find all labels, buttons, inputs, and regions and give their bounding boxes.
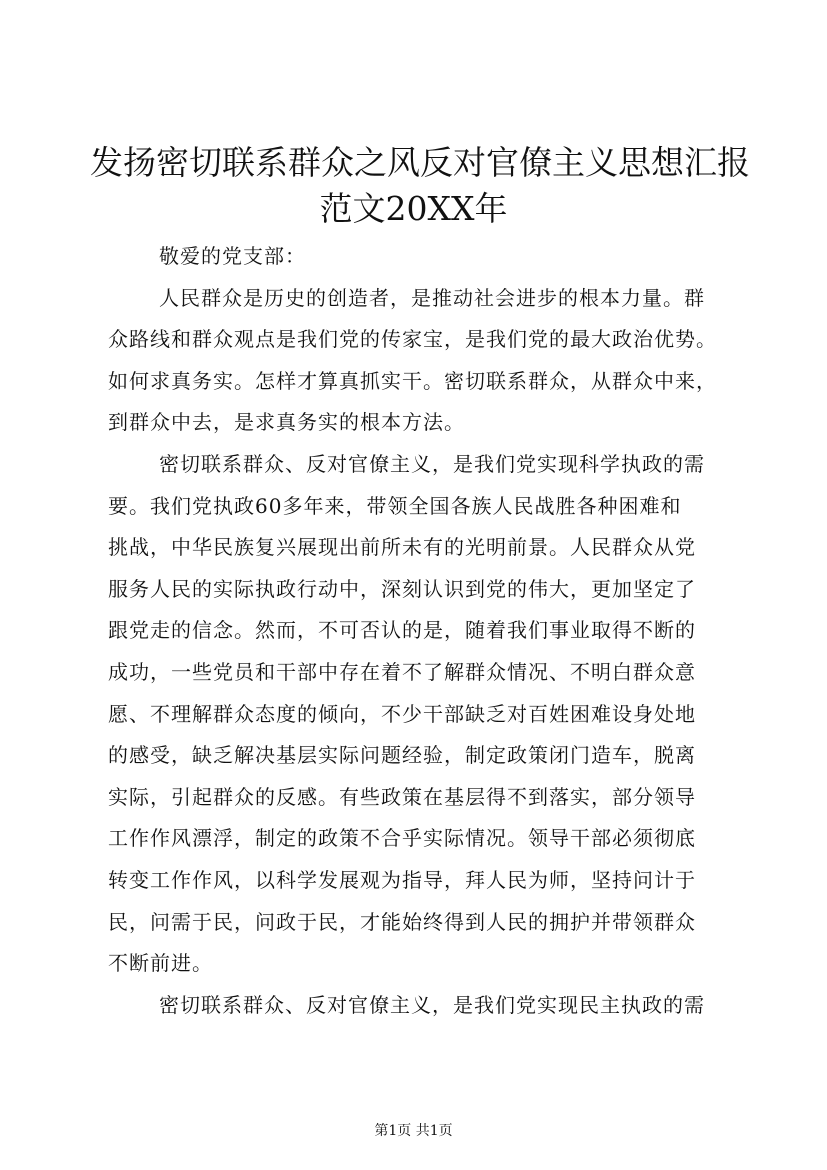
title-line-1: 发扬密切联系群众之风反对官僚主义思想汇报 — [90, 143, 750, 182]
paragraph-line: 民，问需于民，问政于民，才能始终得到人民的拥护并带领群众 — [108, 909, 696, 934]
page-indicator: 第1页 共1页 — [374, 1123, 453, 1139]
paragraph-line: 如何求真务实。怎样才算真抓实干。密切联系群众，从群众中来， — [108, 368, 717, 393]
paragraph-line: 密切联系群众、反对官僚主义，是我们党实现科学执政的需 — [159, 451, 705, 476]
document-title — [90, 140, 750, 232]
paragraph-line: 工作作风漂浮，制定的政策不合乎实际情况。领导干部必须彻底 — [108, 826, 696, 851]
paragraph-line: 跟党走的信念。然而，不可否认的是，随着我们事业取得不断的 — [108, 618, 696, 643]
paragraph-line: 实际，引起群众的反感。有些政策在基层得不到落实，部分领导 — [108, 784, 696, 809]
document-body — [108, 236, 728, 1026]
paragraph-2 — [108, 444, 728, 985]
title-line-2: 范文20XX年 — [319, 189, 508, 228]
paragraph-line: 的感受，缺乏解决基层实际问题经验，制定政策闭门造车，脱离 — [108, 743, 696, 768]
paragraph-line: 众路线和群众观点是我们党的传家宝，是我们党的最大政治优势。 — [108, 327, 717, 352]
paragraph-1 — [108, 278, 728, 444]
page-footer — [0, 1122, 827, 1140]
paragraph-line: 不断前进。 — [108, 951, 213, 976]
paragraph-3 — [108, 985, 728, 1027]
paragraph-line: 要。我们党执政60多年来，带领全国各族人民战胜各种困难和 — [108, 493, 682, 518]
salutation: 敬爱的党支部： — [159, 244, 306, 268]
paragraph-line: 挑战，中华民族复兴展现出前所未有的光明前景。人民群众从党 — [108, 535, 696, 560]
paragraph-line: 人民群众是历史的创造者，是推动社会进步的根本力量。群 — [159, 285, 705, 310]
paragraph-line: 愿、不理解群众态度的倾向，不少干部缺乏对百姓困难设身处地 — [108, 701, 696, 726]
paragraph-line: 成功，一些党员和干部中存在着不了解群众情况、不明白群众意 — [108, 659, 696, 684]
paragraph-line: 服务人民的实际执政行动中，深刻认识到党的伟大，更加坚定了 — [108, 576, 696, 601]
paragraph-line: 转变工作作风，以科学发展观为指导，拜人民为师，坚持问计于 — [108, 867, 696, 892]
paragraph-line: 到群众中去，是求真务实的根本方法。 — [108, 410, 465, 435]
paragraph-line: 密切联系群众、反对官僚主义，是我们党实现民主执政的需 — [159, 992, 705, 1017]
